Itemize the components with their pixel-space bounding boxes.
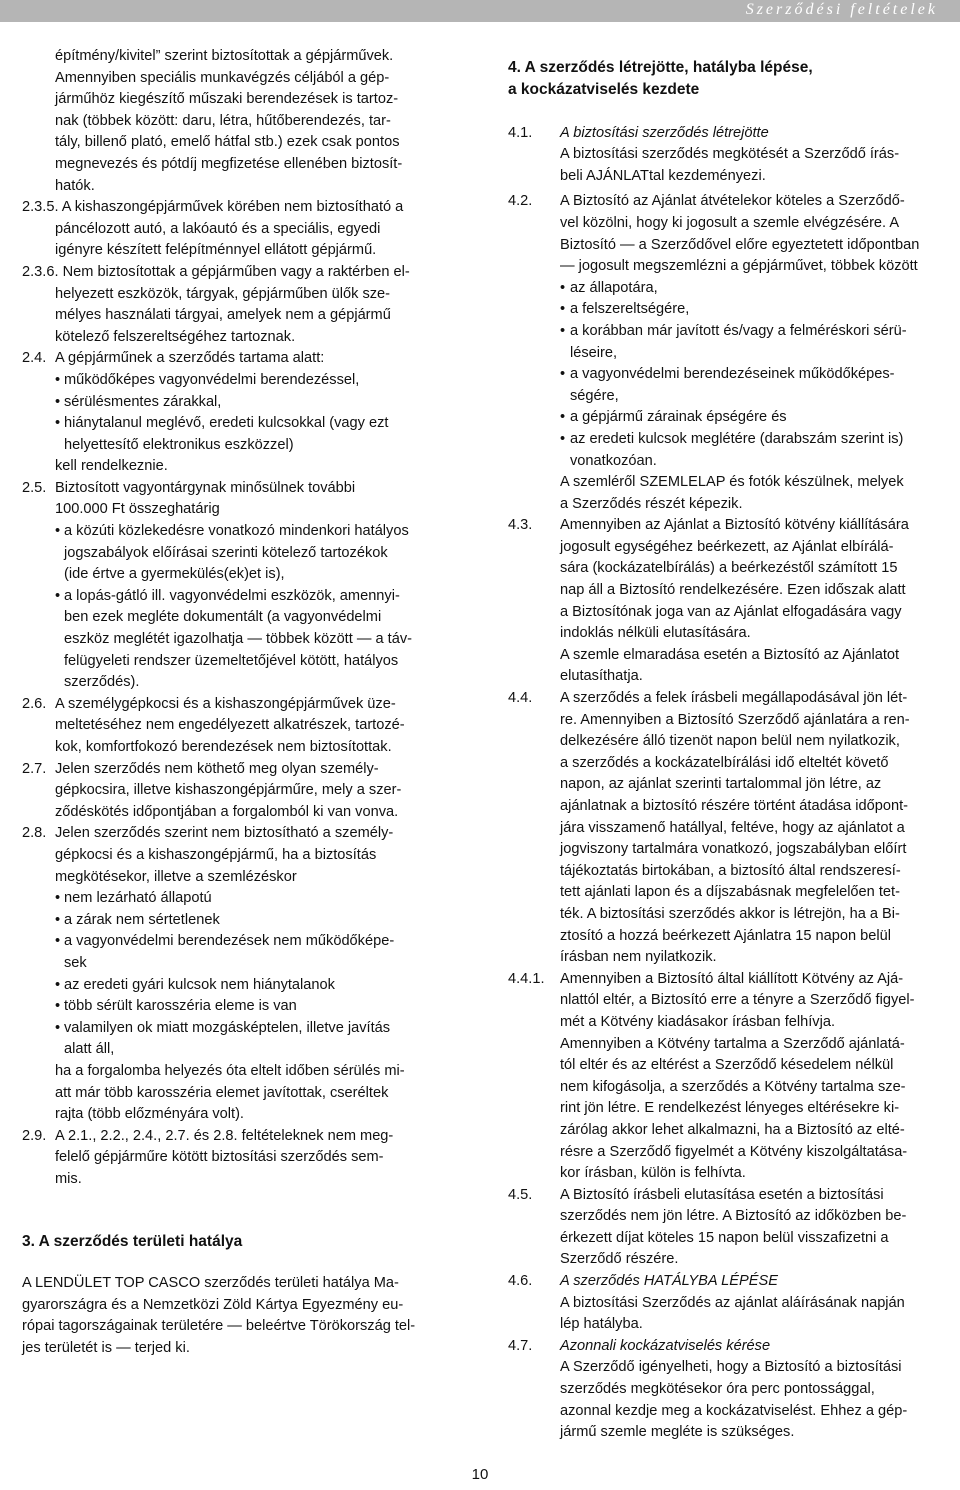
clause-number: 4.1. — [508, 124, 533, 141]
text-line: írásban nem nyilatkozik. — [560, 949, 717, 966]
text-line: felelő gépjárműre kötött biztosítási szerződés sem- — [55, 1149, 384, 1166]
text-line: delkezésére álló tizenöt napon belül nem nyilatkozik, — [560, 733, 900, 750]
text-line: jes területét is — terjed ki. — [22, 1340, 190, 1357]
text-line: ha a forgalomba helyezés óta eltelt időben sérülés mi- — [55, 1062, 405, 1079]
clause-4-1 — [508, 123, 938, 188]
clause-2-3-6 — [22, 262, 452, 348]
clause-number: 4.2. — [508, 193, 533, 210]
text-line: • a vagyonvédelmi berendezéseinek működőképes- — [570, 366, 895, 383]
clause-number: 2.3.6. — [22, 263, 59, 280]
text-line: A 2.1., 2.2., 2.4., 2.7. és 2.8. feltételeknek nem meg- — [55, 1127, 394, 1144]
text-line: Biztosított vagyontárgynak minősülnek további — [55, 479, 356, 496]
clause-4-6 — [508, 1271, 938, 1336]
text-line: jára visszamenő hatállyal, feltéve, hogy az ajánlatot a — [560, 819, 905, 836]
text-line: meltetéséhez nem engedélyezett alkatrészek, tartozé- — [55, 717, 405, 734]
clause-number: 4.6. — [508, 1273, 533, 1290]
text-line: ztosító a hozzá beérkezett Ajánlatra 15 napon belül — [560, 927, 892, 944]
bullet-item — [55, 1018, 452, 1061]
bullet-item — [55, 931, 452, 974]
clause-text: Nem biztosítottak a gépjárműben vagy a raktérben el- — [62, 263, 410, 280]
text-line: • a felszereltségére, — [570, 301, 690, 318]
text-line: Amennyiben a Kötvény tartalma a Szerződő ajánlatá- — [560, 1035, 905, 1052]
bullet-item — [55, 975, 452, 997]
text-line: — jogosult megszemlézni a gépjárművet, többek között — [560, 258, 918, 275]
text-line: szerződés nem jön létre. A Biztosító az időközben be- — [560, 1208, 907, 1225]
text-line: eszköz meglétét igazolhatja — többek között — a táv- — [64, 631, 412, 648]
bullet-item — [55, 413, 452, 456]
text-line: jogszabályok előírásai szerinti kötelező tartozékok — [64, 544, 388, 561]
text-line: rint jön létre. E rendelkezést lényeges eltérésekre ki- — [560, 1100, 900, 1117]
text-line: • működőképes vagyonvédelmi berendezéssel, — [64, 371, 360, 388]
text-line: beli AJÁNLATtal kezdeményezi. — [560, 167, 766, 184]
text-line: felügyeleti rendszer üzemeltetőjével kötött, hatályos — [64, 652, 399, 669]
text-line: jogviszony tartalmára vonatkozó, jogszabályban előírt — [560, 841, 907, 858]
text-line: • a korábban már javított és/vagy a felméréskori sérü- — [570, 322, 907, 339]
text-line: • a közúti közlekedésre vonatkozó mindenkori hatályos — [64, 523, 409, 540]
text-line: azonnal kezdje meg a kockázatviselést. Ehhez a gép- — [560, 1402, 908, 1419]
clause-number: 4.4.1. — [508, 970, 545, 987]
text-line: A LENDÜLET TOP CASCO szerződés területi hatálya Ma- — [22, 1275, 399, 1292]
text-line: mét a Kötvény kiadásakor írásban felhívja. — [560, 1013, 835, 1030]
right-column — [508, 46, 938, 1444]
text-line: megnevezés és pótdíj megfizetése ellenében biztosít- — [55, 155, 403, 172]
text-line: tály, billenő plató, emelő hátfal stb.) ezek csak pontos — [55, 134, 400, 151]
text-line: • a vagyonvédelmi berendezések nem működőképe- — [64, 933, 395, 950]
text-line: résre a Szerződő figyelmét a Kötvény kiszolgáltatása- — [560, 1143, 908, 1160]
text-line: • az állapotára, — [570, 279, 658, 296]
text-line: re. Amennyiben a Biztosító Szerződő ajánlatára a ren- — [560, 711, 910, 728]
bullet-item — [560, 429, 938, 472]
text-line: ségére, — [570, 387, 619, 404]
text-line: helyettesítő elektronikus eszközzel) — [64, 436, 294, 453]
text-line: gépkocsira, illetve kishaszongépjárműre, mely a szer- — [55, 782, 402, 799]
clause-number: 2.3.5. — [22, 199, 59, 216]
text-line: gépkocsi és a kishaszongépjármű, ha a biztosítás — [55, 846, 377, 863]
text-line: att már több karosszéria elemet javítottak, cseréltek — [55, 1084, 389, 1101]
text-line: • a lopás-gátló ill. vagyonvédelmi eszközök, amennyi- — [64, 587, 400, 604]
text-line: kor írásban, külön is felhívta. — [560, 1165, 746, 1182]
text-line: Amennyiben az Ajánlat a Biztosító kötvény kiállítására — [560, 517, 909, 534]
text-line: Biztosító — a Szerződővel előre egyeztetett időpontban — [560, 236, 920, 253]
text-line: • az eredeti gyári kulcsok nem hiánytalanok — [64, 976, 335, 993]
text-line: a Biztosítónak joga van az Ajánlat elfogadására vagy — [560, 603, 902, 620]
text-line: Jelen szerződés szerint nem biztosítható a személy- — [55, 825, 394, 842]
text-line: A Szerződő igényelheti, hogy a Biztosító a biztosítási — [560, 1359, 902, 1376]
text-line: • az eredeti kulcsok meglétére (darabszám szerint is) — [570, 430, 904, 447]
bullet-item — [55, 392, 452, 414]
text-line: jármű szemle megléte is szükséges. — [560, 1424, 795, 1441]
text-line: vonatkozóan. — [570, 452, 657, 469]
text-line: járműhöz kiegészítő műszaki berendezések is tartoz- — [55, 91, 399, 108]
text-line: • hiánytalanul meglévő, eredeti kulcsokkal (vagy ezt — [64, 415, 389, 432]
text-line: hatók. — [55, 177, 95, 194]
intro-paragraph — [22, 46, 452, 197]
text-line: nlattól eltér, a Biztosító erre a tényre a Szerződő figyel- — [560, 992, 915, 1009]
clause-number: 2.5. — [22, 479, 47, 496]
clause-2-8 — [22, 823, 452, 1125]
bullet-item — [560, 299, 938, 321]
text-line: • több sérült karosszéria eleme is van — [64, 998, 297, 1015]
text-line: A Biztosító írásbeli elutasítása esetén a biztosítási — [560, 1186, 884, 1203]
bullet-item — [560, 407, 938, 429]
page-number: 10 — [471, 1466, 489, 1483]
text-line: szerződés megkötésekor óra perc pontossággal, — [560, 1381, 875, 1398]
text-line: A Biztosító az Ajánlat átvételekor köteles a Szerződő- — [560, 193, 905, 210]
bullet-item — [55, 521, 452, 586]
text-line: napon, az ajánlat szerinti tartalommal jön létre, az — [560, 776, 882, 793]
text-line: tájékoztatás birtokában, a biztosító által rendszeresí- — [560, 862, 901, 879]
bullet-item — [55, 910, 452, 932]
bullet-item — [55, 996, 452, 1018]
section-3-heading: 3. A szerződés területi hatálya — [22, 1233, 243, 1251]
clause-4-4-1 — [508, 969, 938, 1185]
clause-2-4 — [22, 348, 452, 478]
text-line: léseire, — [570, 344, 618, 361]
text-line: (ide értve a gyermekülés(ek)et is), — [64, 566, 285, 583]
text-line: alatt áll, — [64, 1041, 115, 1058]
clause-number: 2.6. — [22, 695, 47, 712]
bullet-item — [55, 586, 452, 694]
text-line: elutasíthatja. — [560, 668, 643, 685]
heading-line: a kockázatviselés kezdete — [508, 80, 700, 98]
left-column — [22, 46, 452, 1360]
text-line: érkezett díjat köteles 15 napon belül visszafizetni a — [560, 1229, 889, 1246]
clause-number: 2.9. — [22, 1127, 47, 1144]
text-line: A biztosítási Szerződés az ajánlat aláírásának napján — [560, 1294, 905, 1311]
text-line: jogosult egységéhez beérkezett, az Ajánlat elbírálá- — [560, 538, 894, 555]
text-line: tett ajánlati lapon és a díjszabásnak megfelelően tet- — [560, 884, 900, 901]
clause-2-6 — [22, 694, 452, 759]
text-line: lép hatályba. — [560, 1316, 643, 1333]
text-line: megkötésekor, illetve a szemlézéskor — [55, 868, 297, 885]
text-line: szerződés). — [64, 674, 140, 691]
text-line: Szerződő részére. — [560, 1251, 679, 1268]
text-line: 100.000 Ft összeghatárig — [55, 501, 220, 518]
text-line: nak (többek között: daru, létra, hűtőberendezés, tar- — [55, 112, 391, 129]
text-line: ben ezek megléte dokumentált (a vagyonvédelmi — [64, 609, 382, 626]
text-line: • sérülésmentes zárakkal, — [64, 393, 222, 410]
text-line: vel közölni, hogy ki jogosult a szemle elvégzésére. A — [560, 214, 900, 231]
page-header-bar — [0, 0, 960, 22]
clause-2-7 — [22, 759, 452, 824]
clause-4-3 — [508, 515, 938, 688]
text-line — [22, 262, 452, 284]
text-line: Jelen szerződés nem köthető meg olyan személy- — [55, 760, 379, 777]
text-line: • a gépjármű zárainak épségére és — [570, 409, 787, 426]
header-title: Szerződési feltételek — [745, 1, 938, 18]
text-line: sára (kockázatelbírálás) a beérkezéstől számított 15 — [560, 560, 898, 577]
clause-number: 4.5. — [508, 1186, 533, 1203]
clause-number: 4.4. — [508, 690, 533, 707]
text-line: A gépjárműnek a szerződés tartama alatt: — [55, 350, 325, 367]
text-line — [22, 197, 452, 219]
section-3-paragraph — [22, 1273, 452, 1359]
text-line: ajánlatnak a biztosító részére történt átadása időpont- — [560, 798, 909, 814]
text-line: kötelező felszereltségéhez tartoznak. — [55, 328, 296, 345]
clause-text: A kishaszongépjárművek körében nem biztosítható a — [61, 199, 404, 216]
clause-number: 4.7. — [508, 1337, 533, 1354]
text-line: rópai tagországainak területére — beleértve Törökország tel- — [22, 1318, 416, 1335]
text-line: építmény/kivitel” szerint biztosítottak a gépjárművek. — [55, 48, 394, 64]
text-line: A biztosítási szerződés megkötését a Szerződő írás- — [560, 146, 900, 163]
text-line: nap áll a Biztosító rendelkezésére. Ezen időszak alatt — [560, 582, 906, 599]
text-line: sek — [64, 954, 87, 971]
text-line: kell rendelkeznie. — [55, 458, 168, 475]
clause-number: 2.4. — [22, 350, 47, 367]
text-line: indoklás nélküli elutasítására. — [560, 625, 751, 642]
text-line: mis. — [55, 1170, 82, 1187]
text-line: Amennyiben speciális munkavégzés céljából a gép- — [55, 69, 390, 86]
text-line: rajta (több előzményára volt). — [55, 1106, 244, 1123]
bullet-item — [560, 278, 938, 300]
bullet-item — [560, 321, 938, 364]
text-line: helyezett eszközök, tárgyak, gépjárműben ülők sze- — [55, 285, 391, 302]
text-line: páncélozott autó, a lakóautó és a speciális, egyedi — [55, 220, 381, 237]
clause-2-5 — [22, 478, 452, 694]
clause-number: 2.7. — [22, 760, 47, 777]
clause-2-3-5 — [22, 197, 452, 262]
section-4-heading — [508, 57, 938, 101]
clause-number: 2.8. — [22, 825, 47, 842]
text-line: mélyes használati tárgyai, amelyek nem a gépjármű — [55, 307, 391, 324]
text-line: A szerződés a felek írásbeli megállapodásával jön lét- — [560, 690, 908, 707]
text-line: kok, komfortfokozó berendezések nem biztosítottak. — [55, 739, 392, 755]
text-line: tól eltér és az eltérést a Szerződő késedelem nélkül — [560, 1057, 894, 1074]
clause-title: A szerződés HATÁLYBA LÉPÉSE — [560, 1273, 778, 1290]
heading-line: 4. A szerződés létrejötte, hatályba lépése, — [508, 59, 813, 76]
clause-4-2 — [508, 191, 938, 515]
text-line: gyarországra és a Nemzetközi Zöld Kártya Egyezmény eu- — [22, 1296, 404, 1313]
bullet-item — [55, 888, 452, 910]
clause-title: A biztosítási szerződés létrejötte — [560, 124, 769, 141]
text-line: • nem lezárható állapotú — [64, 890, 212, 907]
text-line: nem kifogásolja, a szerződés a Kötvény tartalma sze- — [560, 1078, 906, 1095]
text-line: A személygépkocsi és a kishaszongépjárművek üze- — [55, 695, 396, 712]
text-line: • a zárak nem sértetlenek — [64, 911, 220, 928]
text-line: ték. A biztosítási szerződés akkor is létrejön, ha a Bi- — [560, 905, 900, 922]
text-line: zárólag akkor lehet alkalmazni, ha a Biztosító az elté- — [560, 1121, 905, 1138]
bullet-item — [560, 364, 938, 407]
text-line: Amennyiben a Biztosító által kiállított Kötvény az Ajá- — [560, 970, 904, 987]
clause-number: 4.3. — [508, 517, 533, 534]
clause-4-4 — [508, 688, 938, 969]
text-line: a szerződés a kockázatelbírálási idő elteltét követő — [560, 754, 889, 771]
bullet-item — [55, 370, 452, 392]
clause-2-9 — [22, 1126, 452, 1191]
text-line: • valamilyen ok miatt mozgásképtelen, illetve javítás — [64, 1019, 391, 1036]
text-line: igényre készített felépítménnyel ellátott gépjármű. — [55, 242, 377, 259]
clause-4-7 — [508, 1336, 938, 1444]
text-line: ződéskötés időpontjában a forgalomból ki van vonva. — [55, 803, 399, 820]
text-line: a Szerződés részét képezik. — [560, 495, 743, 512]
clause-4-5 — [508, 1185, 938, 1271]
clause-title: Azonnali kockázatviselés kérése — [560, 1337, 771, 1354]
text-line: A szemléről SZEMLELAP és fotók készülnek, melyek — [560, 474, 904, 491]
text-line: A szemle elmaradása esetén a Biztosító az Ajánlatot — [560, 646, 900, 663]
